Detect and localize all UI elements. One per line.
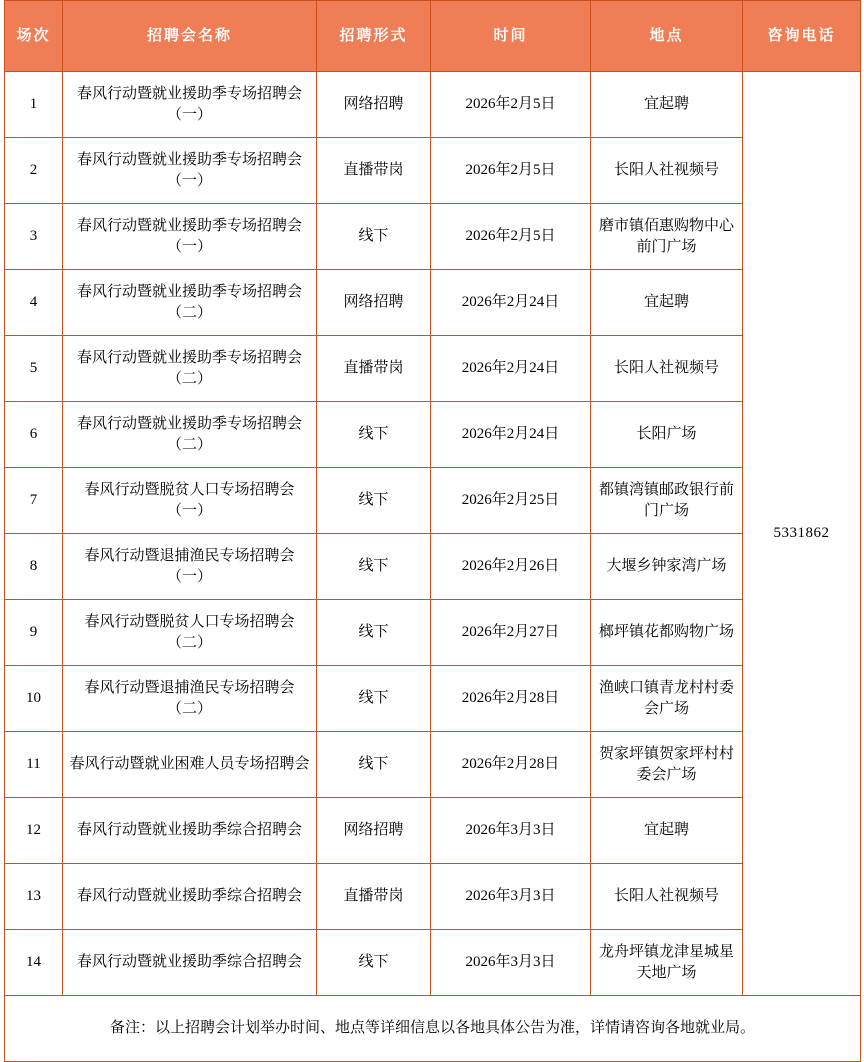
table-row: [5, 864, 861, 930]
table-row: [5, 600, 861, 666]
column-header-format: 招聘形式: [317, 1, 431, 72]
cell-session: 6: [5, 402, 63, 468]
cell-location: 磨市镇佰惠购物中心前门广场: [591, 204, 743, 270]
cell-session: 12: [5, 798, 63, 864]
cell-time: 2026年2月5日: [431, 204, 591, 270]
column-header-location: 地点: [591, 1, 743, 72]
cell-fair-name: 春风行动暨退捕渔民专场招聘会（二）: [63, 666, 317, 732]
cell-format: 线下: [317, 930, 431, 996]
table-row: [5, 138, 861, 204]
cell-format: 线下: [317, 600, 431, 666]
cell-session: 8: [5, 534, 63, 600]
column-header-fair-name: 招聘会名称: [63, 1, 317, 72]
cell-location: 渔峡口镇青龙村村委会广场: [591, 666, 743, 732]
cell-session: 4: [5, 270, 63, 336]
cell-time: 2026年2月26日: [431, 534, 591, 600]
cell-format: 网络招聘: [317, 270, 431, 336]
cell-session: 13: [5, 864, 63, 930]
column-header-session: 场次: [5, 1, 63, 72]
column-header-time: 时间: [431, 1, 591, 72]
cell-format: 直播带岗: [317, 336, 431, 402]
table-header: [5, 1, 861, 72]
cell-phone: 5331862: [743, 72, 861, 996]
table-row: [5, 402, 861, 468]
cell-time: 2026年2月28日: [431, 732, 591, 798]
cell-format: 线下: [317, 666, 431, 732]
cell-format: 直播带岗: [317, 864, 431, 930]
cell-session: 1: [5, 72, 63, 138]
cell-session: 10: [5, 666, 63, 732]
cell-location: 宜起聘: [591, 72, 743, 138]
footnote-text: 备注：以上招聘会计划举办时间、地点等详细信息以各地具体公告为准，详情请咨询各地就业局。: [5, 996, 861, 1062]
cell-fair-name: 春风行动暨就业援助季综合招聘会: [63, 798, 317, 864]
table-row: [5, 204, 861, 270]
cell-location: 长阳人社视频号: [591, 336, 743, 402]
cell-time: 2026年2月28日: [431, 666, 591, 732]
cell-session: 2: [5, 138, 63, 204]
table-row: [5, 468, 861, 534]
cell-time: 2026年2月5日: [431, 138, 591, 204]
cell-fair-name: 春风行动暨就业援助季专场招聘会（二）: [63, 270, 317, 336]
cell-time: 2026年2月5日: [431, 72, 591, 138]
column-header-phone: 咨询电话: [743, 1, 861, 72]
cell-session: 3: [5, 204, 63, 270]
cell-location: 贺家坪镇贺家坪村村委会广场: [591, 732, 743, 798]
cell-time: 2026年3月3日: [431, 864, 591, 930]
cell-time: 2026年2月25日: [431, 468, 591, 534]
cell-session: 9: [5, 600, 63, 666]
cell-location: 长阳广场: [591, 402, 743, 468]
cell-fair-name: 春风行动暨就业困难人员专场招聘会: [63, 732, 317, 798]
cell-format: 直播带岗: [317, 138, 431, 204]
table-row: [5, 270, 861, 336]
cell-location: 榔坪镇花都购物广场: [591, 600, 743, 666]
cell-fair-name: 春风行动暨就业援助季专场招聘会（一）: [63, 72, 317, 138]
header-row: [5, 1, 861, 72]
cell-session: 7: [5, 468, 63, 534]
cell-location: 龙舟坪镇龙津星城星天地广场: [591, 930, 743, 996]
cell-location: 长阳人社视频号: [591, 864, 743, 930]
cell-format: 线下: [317, 468, 431, 534]
cell-format: 线下: [317, 204, 431, 270]
cell-time: 2026年2月24日: [431, 336, 591, 402]
cell-format: 网络招聘: [317, 72, 431, 138]
cell-time: 2026年2月24日: [431, 270, 591, 336]
cell-time: 2026年3月3日: [431, 798, 591, 864]
cell-location: 长阳人社视频号: [591, 138, 743, 204]
cell-location: 大堰乡钟家湾广场: [591, 534, 743, 600]
table-footnote-row: [5, 996, 861, 1062]
cell-fair-name: 春风行动暨就业援助季综合招聘会: [63, 864, 317, 930]
cell-format: 线下: [317, 402, 431, 468]
table-row: [5, 930, 861, 996]
cell-fair-name: 春风行动暨脱贫人口专场招聘会（二）: [63, 600, 317, 666]
table-row: [5, 336, 861, 402]
cell-format: 线下: [317, 732, 431, 798]
cell-fair-name: 春风行动暨就业援助季综合招聘会: [63, 930, 317, 996]
cell-location: 宜起聘: [591, 270, 743, 336]
table-body: [5, 72, 861, 1062]
cell-session: 11: [5, 732, 63, 798]
cell-time: 2026年3月3日: [431, 930, 591, 996]
cell-fair-name: 春风行动暨就业援助季专场招聘会（一）: [63, 138, 317, 204]
table-row: [5, 798, 861, 864]
cell-time: 2026年2月24日: [431, 402, 591, 468]
cell-format: 线下: [317, 534, 431, 600]
cell-fair-name: 春风行动暨就业援助季专场招聘会（一）: [63, 204, 317, 270]
cell-location: 宜起聘: [591, 798, 743, 864]
cell-time: 2026年2月27日: [431, 600, 591, 666]
table-row: [5, 72, 861, 138]
cell-fair-name: 春风行动暨就业援助季专场招聘会（二）: [63, 336, 317, 402]
cell-location: 都镇湾镇邮政银行前门广场: [591, 468, 743, 534]
cell-fair-name: 春风行动暨就业援助季专场招聘会（二）: [63, 402, 317, 468]
cell-session: 5: [5, 336, 63, 402]
table-row: [5, 732, 861, 798]
cell-fair-name: 春风行动暨脱贫人口专场招聘会（一）: [63, 468, 317, 534]
table-row: [5, 666, 861, 732]
cell-format: 网络招聘: [317, 798, 431, 864]
table-row: [5, 534, 861, 600]
recruitment-schedule-table: [4, 0, 861, 1062]
cell-fair-name: 春风行动暨退捕渔民专场招聘会（一）: [63, 534, 317, 600]
cell-session: 14: [5, 930, 63, 996]
